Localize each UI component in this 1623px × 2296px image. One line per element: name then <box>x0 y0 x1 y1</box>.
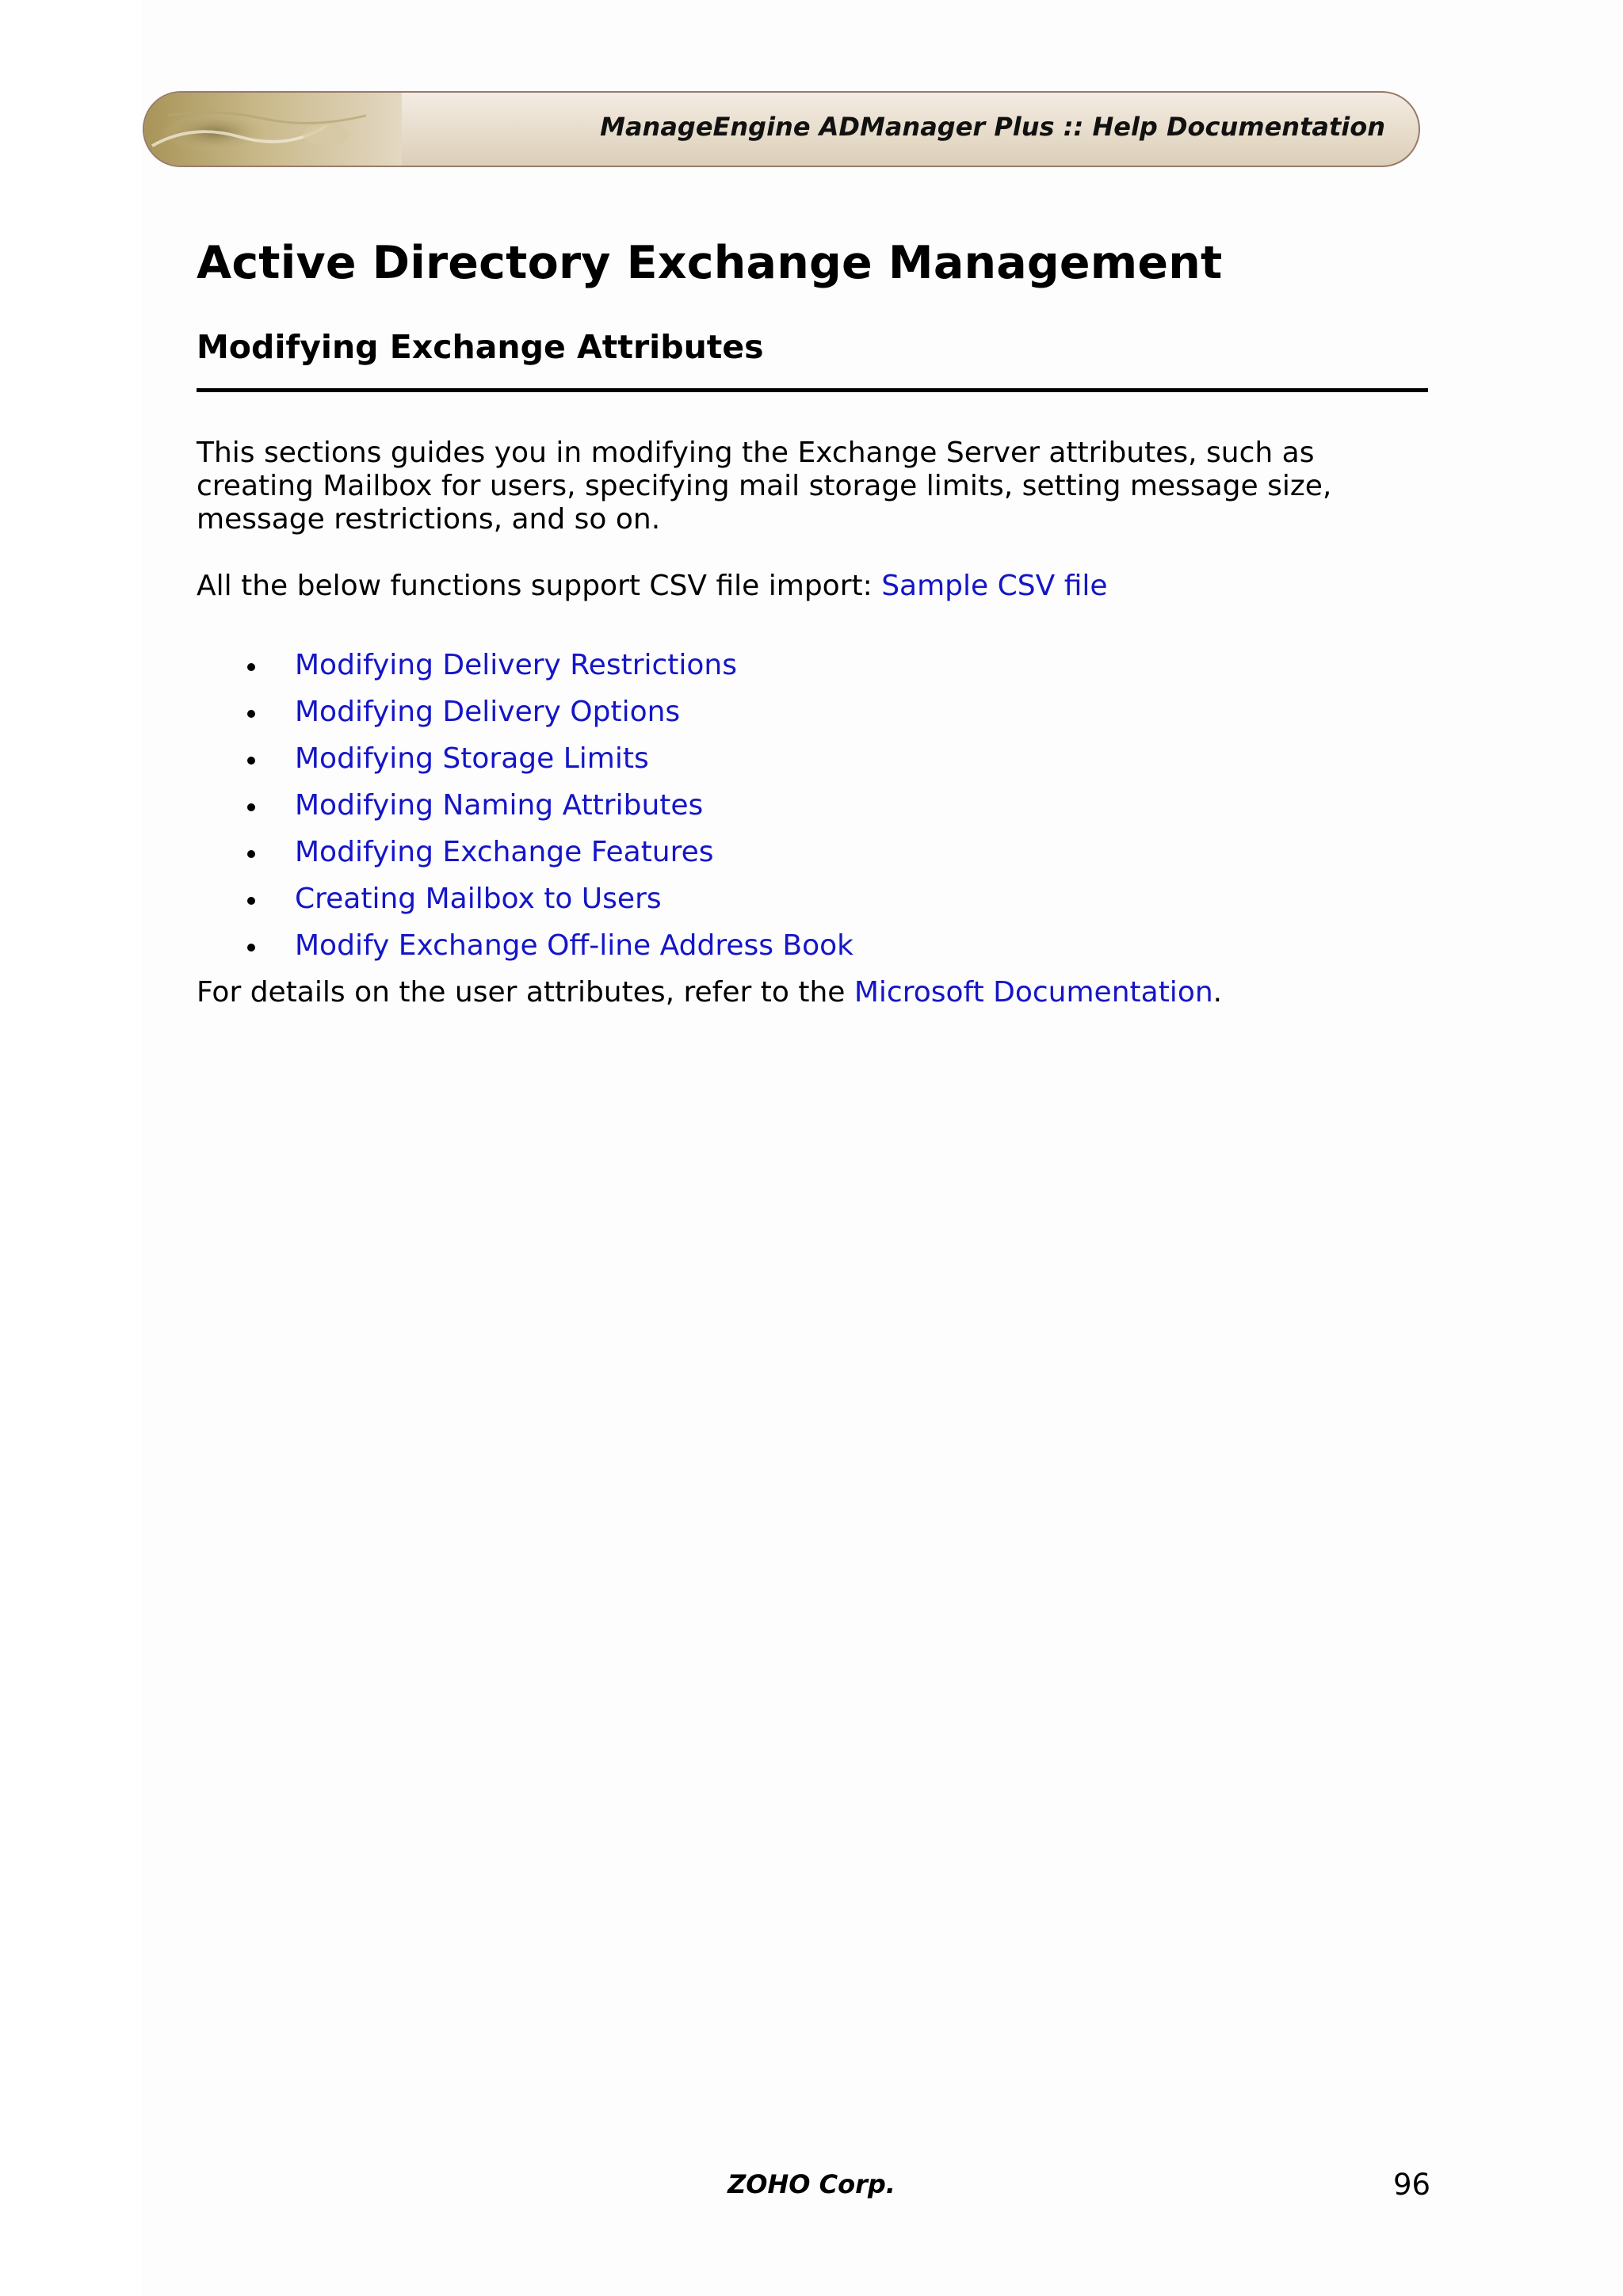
bullet-icon <box>247 710 255 718</box>
header-title: ManageEngine ADManager Plus :: Help Documentation <box>600 112 1385 142</box>
exchange-links-list <box>197 649 1430 976</box>
list-item <box>197 742 1430 789</box>
bullet-icon <box>247 850 255 858</box>
page-title: Active Directory Exchange Management <box>197 237 1223 289</box>
list-item <box>197 696 1430 742</box>
list-item <box>197 789 1430 836</box>
csv-import-line <box>197 570 1430 603</box>
bullet-icon <box>247 803 255 811</box>
main-content <box>197 230 1430 1009</box>
bullet-icon <box>247 897 255 905</box>
section-divider <box>197 388 1428 392</box>
page-number: 96 <box>1393 2168 1431 2202</box>
microsoft-documentation-link[interactable]: Microsoft Documentation <box>854 976 1213 1009</box>
footer-company: ZOHO Corp. <box>727 2169 896 2199</box>
delivery-options-link[interactable]: Modifying Delivery Options <box>295 696 681 728</box>
sample-csv-link[interactable]: Sample CSV file <box>881 570 1108 602</box>
list-item <box>197 929 1430 976</box>
bullet-icon <box>247 944 255 952</box>
details-suffix: . <box>1212 976 1223 1009</box>
storage-limits-link[interactable]: Modifying Storage Limits <box>295 742 649 775</box>
details-line <box>197 976 1430 1009</box>
list-item <box>197 836 1430 883</box>
details-text: For details on the user attributes, refer to the <box>197 976 854 1009</box>
section-title: Modifying Exchange Attributes <box>197 328 764 366</box>
header-decoration-image <box>144 93 402 166</box>
creating-mailbox-link[interactable]: Creating Mailbox to Users <box>295 883 662 915</box>
exchange-features-link[interactable]: Modifying Exchange Features <box>295 836 714 868</box>
bullet-icon <box>247 663 255 671</box>
offline-address-book-link[interactable]: Modify Exchange Off-line Address Book <box>295 929 854 962</box>
list-item <box>197 649 1430 696</box>
csv-import-text: All the below functions support CSV file import: <box>197 570 882 602</box>
intro-paragraph: This sections guides you in modifying the Exchange Server attributes, such as creating Mailbox for users, specifying mail storage limits, setting message size, message restrictions, and so on. <box>197 437 1332 536</box>
header-banner <box>143 91 1420 167</box>
bullet-icon <box>247 757 255 765</box>
delivery-restrictions-link[interactable]: Modifying Delivery Restrictions <box>295 649 737 681</box>
list-item <box>197 883 1430 929</box>
naming-attributes-link[interactable]: Modifying Naming Attributes <box>295 789 704 822</box>
